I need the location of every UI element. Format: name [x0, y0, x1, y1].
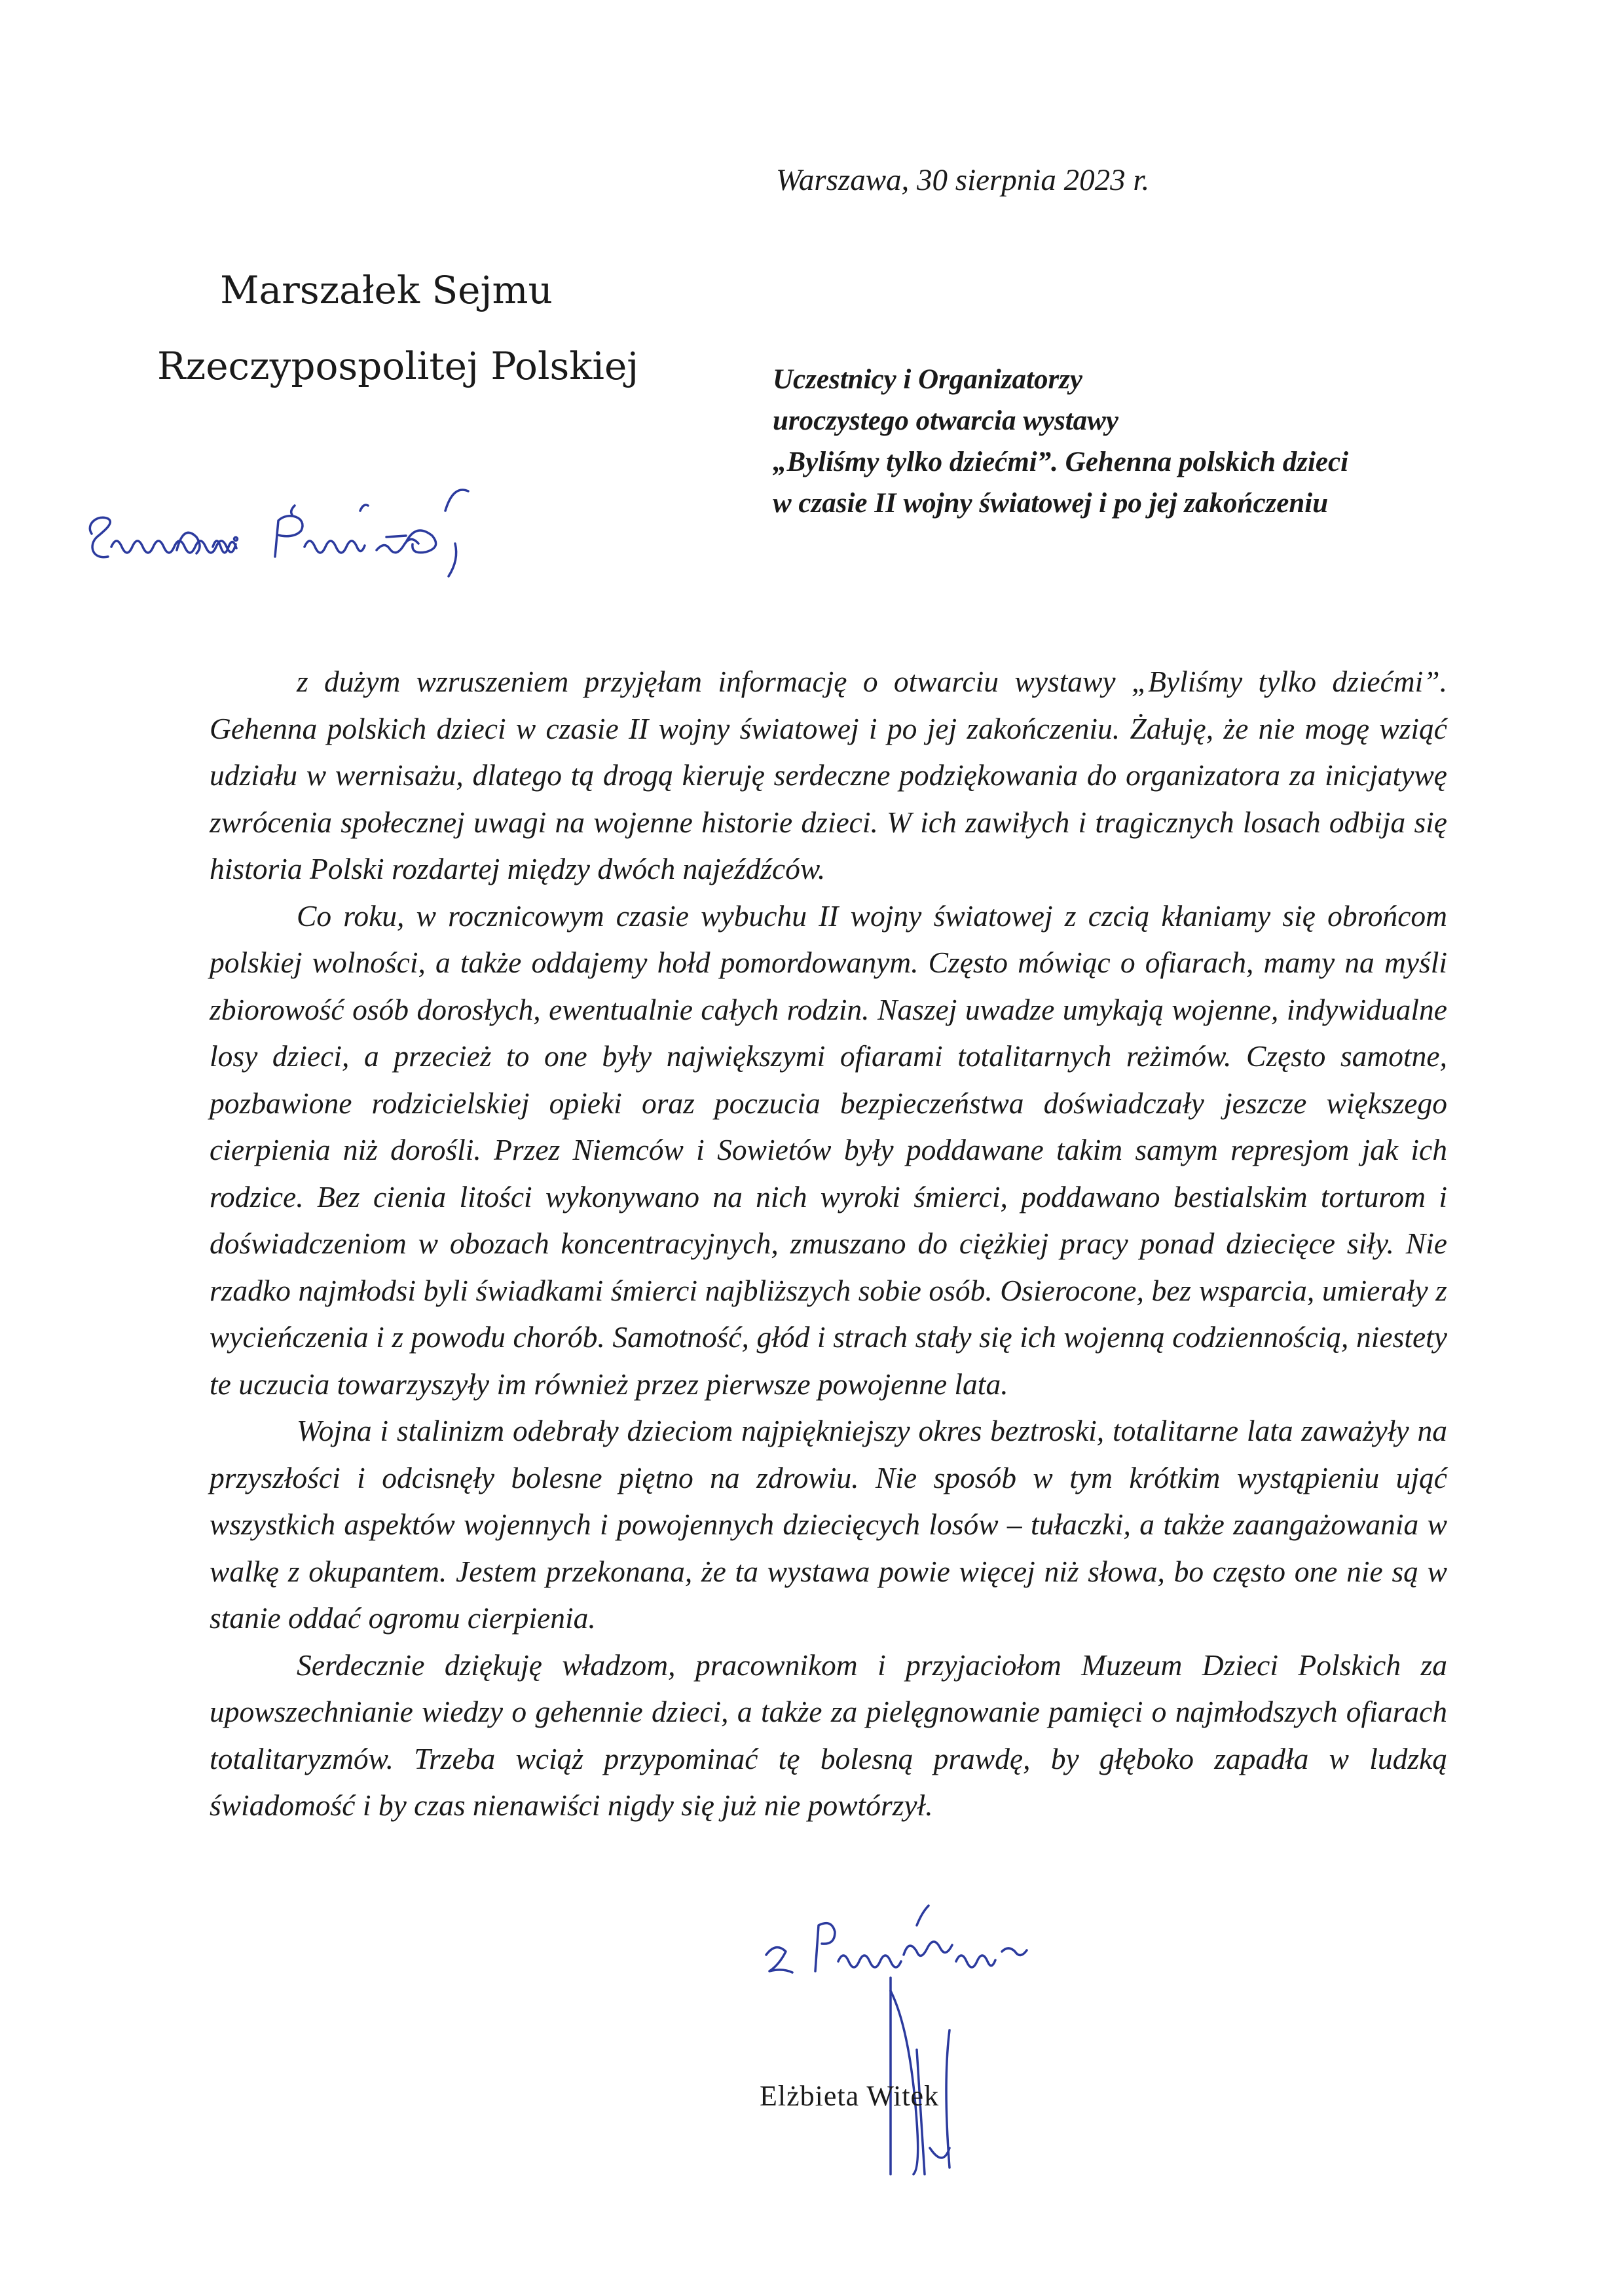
letter-date: Warszawa, 30 sierpnia 2023 r. [776, 163, 1150, 197]
body-paragraph: Serdecznie dziękuję władzom, pracownikom i przyjaciołom Muzeum Dzieci Polskich za upowszechnianie wiedzy o gehennie dzieci, a także za pielęgnowanie pamięci o najmłodszych ofiarach totalitaryzmów. Trzeba wciąż przypominać tę bolesną prawdę, by głęboko zapadła w ludzką świadomość i by czas nienawiści nigdy się już nie powtórzył. [210, 1648, 1447, 1822]
body-paragraph: Co roku, w rocznicowym czasie wybuchu II wojny światowej z czcią kłaniamy się obrońcom polskiej wolności, a także oddajemy hołd pomordowanym. Często mówiąc o ofiarach, mamy na myśli zbiorowość osób dorosłych, ewentualnie całych rodzin. Naszej uwadze umykają wojenne, indywidualne losy dzieci, a przecież to one były największymi ofiarami totalitarnych reżimów. Często samotne, pozbawione rodzicielskiej opieki oraz poczucia bezpieczeństwa doświadczały jeszcze większego cierpienia niż dorośli. Przez Niemców i Sowietów były poddawane takim samym represjom jak ich rodzice. Bez cienia litości wykonywano na nich wyroki śmierci, poddawano bestialskim torturom i doświadczeniom w obozach koncentracyjnych, zmuszano do ciężkiej pracy ponad dziecięce siły. Nie rzadko najmłodsi byli świadkami śmierci najbliższych sobie osób. Osierocone, bez wsparcia, umierały z wycieńczenia i z powodu chorób. Samotność, głód i strach stały się ich wojenną codziennością, niestety te uczucia towarzyszyły im również przez pierwsze powojenne lata. [210, 898, 1447, 1401]
addressee-line: „Byliśmy tylko dziećmi”. Gehenna polskich dzieci [773, 447, 1349, 477]
addressee-line: uroczystego otwarcia wystawy [773, 405, 1118, 436]
letter-body [210, 658, 1447, 1829]
sender-office-heading [157, 252, 639, 404]
addressee-block [773, 359, 1348, 524]
signer-name: Elżbieta Witek [760, 2080, 940, 2112]
office-line-1: Marszałek Sejmu [220, 268, 553, 312]
body-paragraph: z dużym wzruszeniem przyjęłam informację o otwarciu wystawy „Byliśmy tylko dziećmi”. Gehenna polskich dzieci w czasie II wojny światowej i po jej zakończeniu. Żałuję, że nie mogę wziąć udziału w wernisażu, dlatego tą drogą kieruję serdeczne podziękowania do organizatora za inicjatywę zwrócenia społecznej uwagi na wojenne historie dzieci. W ich zawiłych i tragicznych losach odbija się historia Polski rozdartej między dwóch najeźdźców. [210, 665, 1447, 885]
office-line-2: Rzeczypospolitej Polskiej [157, 344, 639, 388]
handwritten-salutation-image [79, 472, 616, 602]
addressee-line: Uczestnicy i Organizatorzy [773, 364, 1082, 395]
body-paragraph: Wojna i stalinizm odebrały dzieciom najpiękniejszy okres beztroski, totalitarne lata zaważyły na przyszłości i odcisnęły bolesne piętno na zdrowiu. Nie sposób w tym krótkim wystąpieniu ująć wszystkich aspektów wojennych i powojennych dziecięcych losów – tułaczki, a także zaangażowania w walkę z okupantem. Jestem przekonana, że ta wystawa powie więcej niż słowa, bo często one nie są w stanie oddać ogromu cierpienia. [210, 1414, 1447, 1635]
handwritten-signature-image [753, 1899, 1120, 2200]
addressee-line: w czasie II wojny światowej i po jej zakończeniu [773, 488, 1329, 519]
